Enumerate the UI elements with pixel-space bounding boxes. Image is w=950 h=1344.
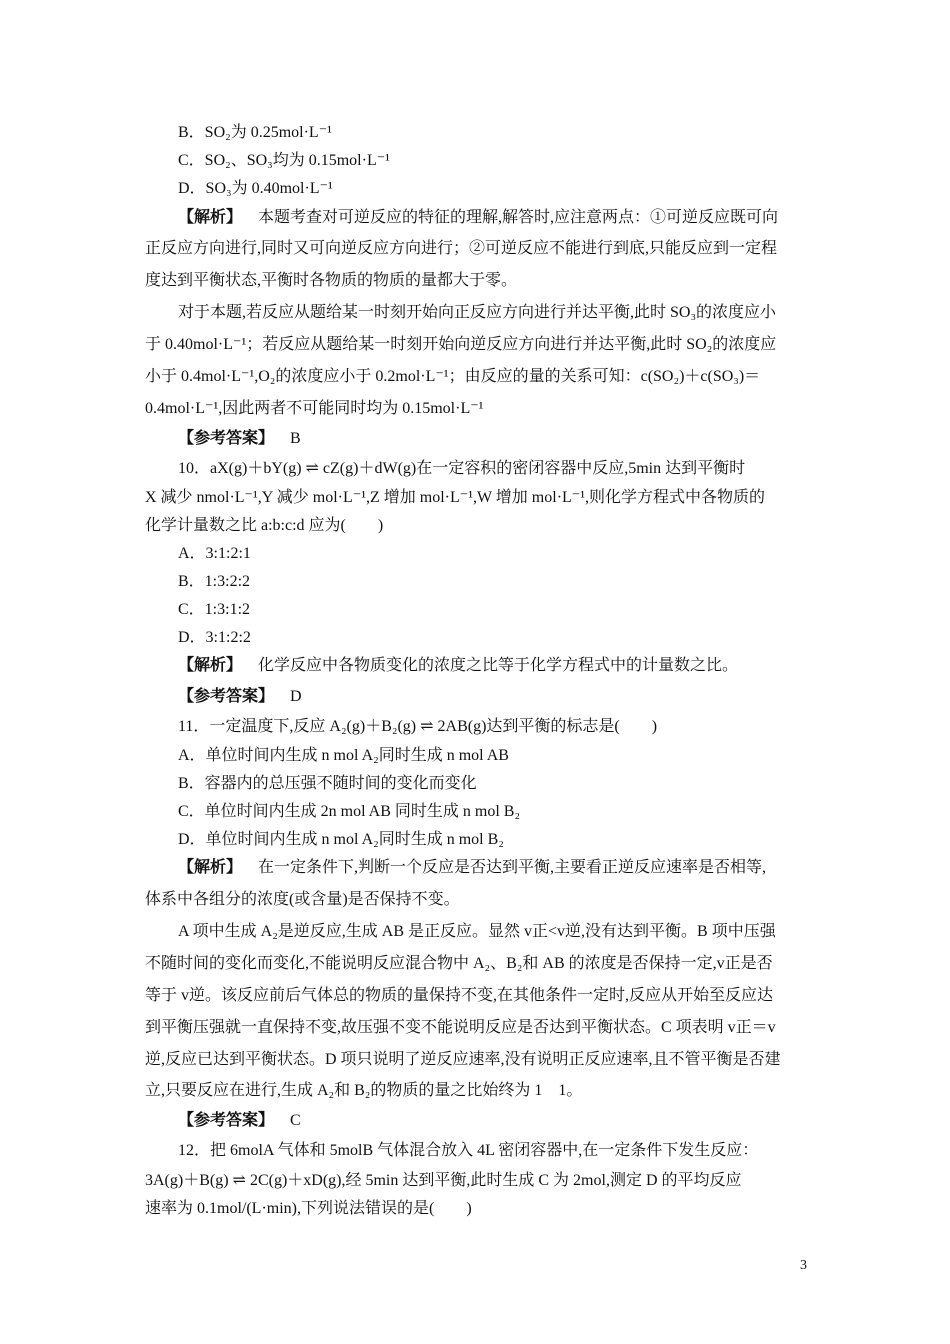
q11-para2-line6: 立,只要反应在进行,生成 A₂和 B₂的物质的量之比始终为 1 1。 <box>145 1082 583 1099</box>
q11-stem: 11．一定温度下,反应 A₂(g)＋B₂(g) ⇌ 2AB(g)达到平衡的标志是( ) <box>178 718 658 735</box>
answer-tag: 【参考答案】 <box>178 688 275 705</box>
q11-answer <box>178 1110 301 1132</box>
answer-tag: 【参考答案】 <box>178 1112 275 1129</box>
q11-para2-line5: 逆,反应已达到平衡状态。D 项只说明了逆反应速率,没有说明正反应速率,且不管平衡是否建 <box>145 1051 781 1068</box>
q11-analysis-line2: 体系中各组分的浓度(或含量)是否保持不变。 <box>145 891 460 908</box>
q10-option-d: D．3:1:2:2 <box>178 629 251 646</box>
analysis-text: 在一定条件下,判断一个反应是否达到平衡,主要看正逆反应速率是否相等, <box>258 859 767 876</box>
q9-option-b: B．SO₂为 0.25mol·L⁻¹ <box>178 124 332 141</box>
q11-option-a: A．单位时间内生成 n mol A₂同时生成 n mol AB <box>178 747 509 764</box>
analysis-tag: 【解析】 <box>178 209 243 226</box>
q11-para2-line4: 到平衡压强就一直保持不变,故压强不变不能说明反应是否达到平衡状态。C 项表明 v正＝v <box>145 1019 776 1036</box>
q9-para2-line4: 0.4mol·L⁻¹,因此两者不可能同时均为 0.15mol·L⁻¹ <box>145 400 484 417</box>
q9-para2-line1: 对于本题,若反应从题给某一时刻开始向正反应方向进行并达平衡,此时 SO₃的浓度应小 <box>178 304 777 321</box>
q9-analysis-line3: 度达到平衡状态,平衡时各物质的物质的量都大于零。 <box>145 272 518 289</box>
q11-option-b: B．容器内的总压强不随时间的变化而变化 <box>178 775 477 792</box>
q12-stem-line1: 12．把 6molA 气体和 5molB 气体混合放入 4L 密闭容器中,在一定条件下发生反应： <box>178 1142 759 1159</box>
q11-option-d: D．单位时间内生成 n mol A₂同时生成 n mol B₂ <box>178 831 504 848</box>
q11-para2-line2: 不随时间的变化而变化,不能说明反应混合物中 A₂、B₂和 AB 的浓度是否保持一定,v正是否 <box>145 955 773 972</box>
q9-option-d: D．SO₃为 0.40mol·L⁻¹ <box>178 180 333 197</box>
analysis-text: 本题考查对可逆反应的特征的理解,解答时,应注意两点：①可逆反应既可向 <box>258 209 779 226</box>
q12-stem-line2: 3A(g)＋B(g) ⇌ 2C(g)＋xD(g),经 5min 达到平衡,此时生成 C 为 2mol,测定 D 的平均反应 <box>145 1172 742 1189</box>
q10-option-c: C．1:3:1:2 <box>178 601 251 618</box>
answer-value: D <box>290 688 302 705</box>
analysis-tag: 【解析】 <box>178 859 243 876</box>
page-number: 3 <box>800 1258 807 1273</box>
q12-stem-line3: 速率为 0.1mol/(L·min),下列说法错误的是( ) <box>145 1200 472 1217</box>
q9-para2-line3: 小于 0.4mol·L⁻¹,O₂的浓度应小于 0.2mol·L⁻¹；由反应的量的关系可知：c(SO₂)＋c(SO₃)＝ <box>145 368 761 385</box>
q9-answer <box>178 428 301 450</box>
q10-stem-line1: 10．aX(g)＋bY(g) ⇌ cZ(g)＋dW(g)在一定容积的密闭容器中反应,5min 达到平衡时 <box>178 460 746 477</box>
q10-option-b: B．1:3:2:2 <box>178 573 251 590</box>
q10-option-a: A．3:1:2:1 <box>178 545 251 562</box>
q10-answer <box>178 686 302 708</box>
q10-stem-line3: 化学计量数之比 a:b:c:d 应为( ) <box>145 517 384 534</box>
answer-value: C <box>290 1112 301 1129</box>
q10-stem-line2: X 减少 nmol·L⁻¹,Y 减少 mol·L⁻¹,Z 增加 mol·L⁻¹,W 增加 mol·L⁻¹,则化学方程式中各物质的 <box>145 489 766 506</box>
q10-analysis <box>178 655 738 677</box>
q11-para2-line1: A 项中生成 A₂是逆反应,生成 AB 是正反应。显然 v正<v逆,没有达到平衡。B 项中压强 <box>178 923 776 940</box>
q9-analysis-line1 <box>178 207 778 229</box>
analysis-tag: 【解析】 <box>178 657 243 674</box>
q9-para2-line2: 于 0.40mol·L⁻¹；若反应从题给某一时刻开始向逆反应方向进行并达平衡,此时 SO₂的浓度应 <box>145 336 777 353</box>
q11-option-c: C．单位时间内生成 2n mol AB 同时生成 n mol B₂ <box>178 803 521 820</box>
q11-para2-line3: 等于 v逆。该反应前后气体总的物质的量保持不变,在其他条件一定时,反应从开始至反应达 <box>145 987 774 1004</box>
analysis-text: 化学反应中各物质变化的浓度之比等于化学方程式中的计量数之比。 <box>258 657 739 674</box>
answer-value: B <box>290 430 301 447</box>
q11-analysis-line1 <box>178 857 766 879</box>
q9-option-c: C．SO₂、SO₃均为 0.15mol·L⁻¹ <box>178 152 390 169</box>
q9-analysis-line2: 正反应方向进行,同时又可向逆反应方向进行；②可逆反应不能进行到底,只能反应到一定程 <box>145 240 778 257</box>
answer-tag: 【参考答案】 <box>178 430 275 447</box>
